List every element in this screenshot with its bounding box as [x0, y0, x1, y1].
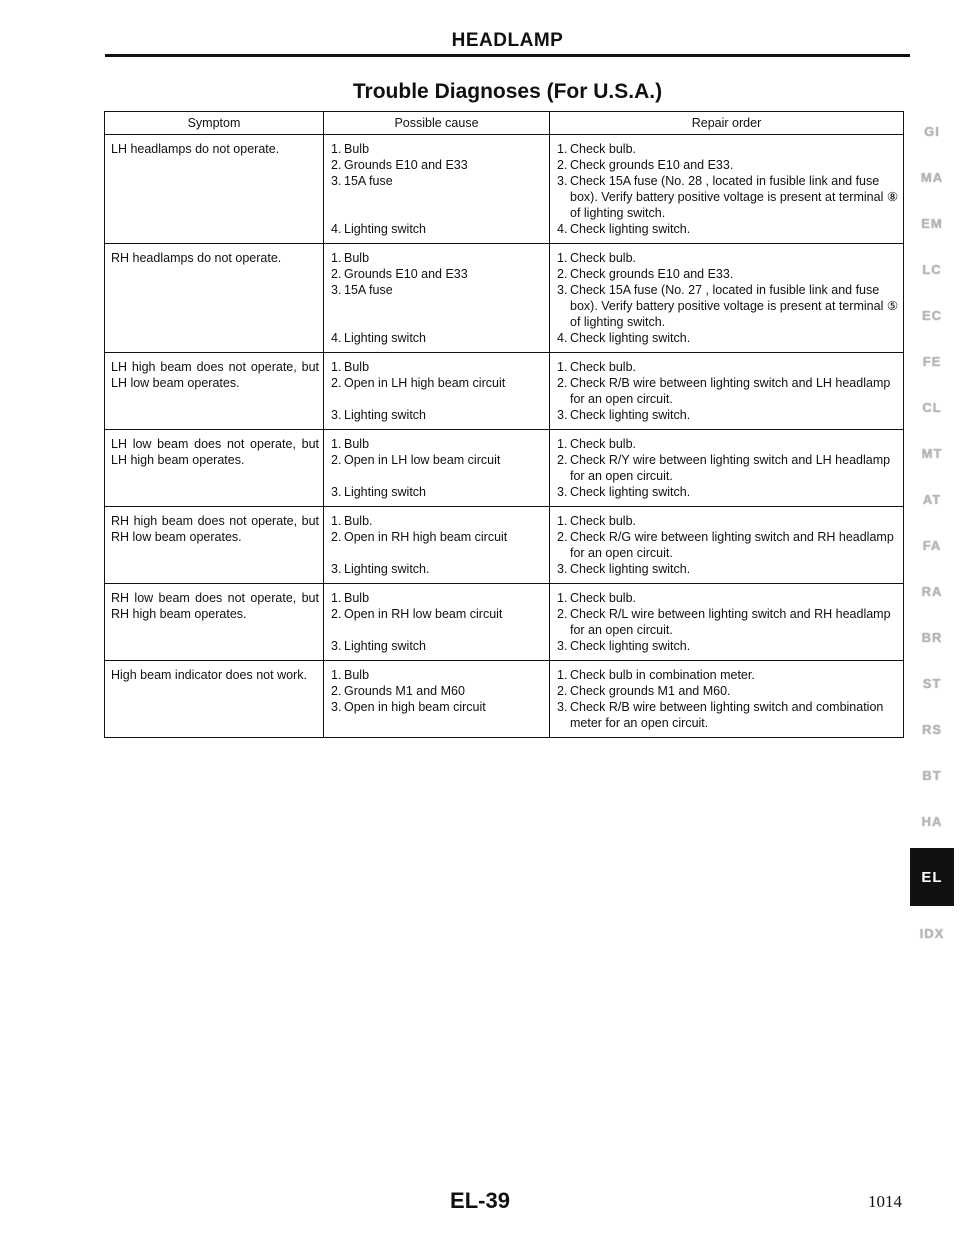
item-number: 3.	[557, 562, 568, 576]
list-item	[557, 513, 899, 529]
section-title: Trouble Diagnoses (For U.S.A.)	[352, 80, 663, 103]
item-text: Bulb.	[344, 514, 373, 528]
list-item	[557, 141, 899, 157]
list-item	[557, 407, 899, 423]
item-number: 3.	[331, 485, 342, 499]
list-item	[557, 250, 899, 266]
item-number: 2.	[331, 684, 342, 698]
list-item	[557, 683, 899, 699]
item-number: 2.	[331, 607, 342, 621]
item-number: 3.	[557, 639, 568, 653]
item-number: 3.	[557, 283, 568, 297]
list-item	[557, 590, 899, 606]
item-text: Lighting switch	[344, 222, 426, 236]
item-number: 4.	[331, 222, 342, 236]
page-number: EL-39	[450, 1188, 510, 1213]
item-text: Lighting switch	[344, 485, 426, 499]
item-number: 3.	[557, 485, 568, 499]
list-item	[557, 699, 899, 731]
item-number: 1.	[331, 437, 342, 451]
list-item	[557, 667, 899, 683]
section-tab-rs[interactable]: RS	[921, 721, 943, 737]
item-number: 3.	[557, 174, 568, 188]
item-number: 1.	[557, 142, 568, 156]
item-number: 2.	[557, 376, 568, 390]
item-number: 3.	[331, 408, 342, 422]
possible-cause-cell	[324, 430, 550, 507]
item-text: Bulb	[344, 591, 370, 605]
item-number: 1.	[557, 360, 568, 374]
possible-cause-cell	[324, 507, 550, 584]
item-text: Check lighting switch.	[570, 485, 691, 499]
list-item	[331, 561, 545, 577]
item-text: Open in LH low beam circuit	[344, 453, 501, 467]
list-item	[331, 699, 545, 715]
item-number: 2.	[557, 530, 568, 544]
table-body	[105, 135, 903, 738]
diagnosis-table	[104, 111, 904, 738]
item-number: 3.	[331, 639, 342, 653]
list-item	[557, 484, 899, 500]
item-text: Check R/G wire between lighting switch and RH headlamp for an open circuit.	[570, 530, 894, 560]
item-text: Check bulb.	[570, 514, 637, 528]
table-row	[105, 661, 903, 738]
row-spacer	[331, 391, 545, 407]
list-item	[557, 282, 899, 330]
list-item	[331, 173, 545, 189]
item-text: Bulb	[344, 668, 370, 682]
list-item	[557, 436, 899, 452]
list-item	[557, 330, 899, 346]
repair-order-cell	[550, 661, 904, 738]
list-item	[331, 683, 545, 699]
item-number: 1.	[331, 668, 342, 682]
item-number: 2.	[331, 376, 342, 390]
symptom-cell: LH high beam does not operate, but LH low beam operates.	[105, 353, 324, 430]
table-row	[105, 584, 903, 661]
table-row	[105, 430, 903, 507]
repair-order-cell	[550, 430, 904, 507]
item-text: Bulb	[344, 437, 370, 451]
list-item	[331, 638, 545, 654]
item-text: Check bulb in combination meter.	[570, 668, 755, 682]
list-item	[331, 452, 545, 468]
section-tab-gi[interactable]: GI	[924, 123, 940, 139]
list-item	[331, 157, 545, 173]
column-header-symptom: Symptom	[105, 112, 324, 135]
item-text: Bulb	[344, 142, 370, 156]
symptom-cell: LH headlamps do not operate.	[111, 142, 280, 156]
item-number: 2.	[557, 453, 568, 467]
list-item	[557, 529, 899, 561]
item-text: Check R/Y wire between lighting switch and LH headlamp for an open circuit.	[570, 453, 891, 483]
symptom-cell: RH headlamps do not operate.	[105, 244, 324, 353]
item-text: Check bulb.	[570, 591, 637, 605]
list-item	[331, 359, 545, 375]
section-tab-cl[interactable]: CL	[922, 399, 942, 415]
row-spacer	[331, 468, 545, 484]
item-text: Check lighting switch.	[570, 408, 691, 422]
item-number: 1.	[331, 142, 342, 156]
section-tab-at[interactable]: AT	[922, 491, 942, 507]
repair-order-cell	[550, 353, 904, 430]
row-spacer	[331, 622, 545, 638]
repair-order-cell	[550, 135, 904, 244]
list-item	[331, 436, 545, 452]
item-text: Check lighting switch.	[570, 639, 691, 653]
section-tab-fe[interactable]: FE	[922, 353, 942, 369]
section-tab-ec[interactable]: EC	[921, 307, 943, 323]
item-number: 2.	[331, 530, 342, 544]
list-item	[331, 330, 545, 346]
item-text: 15A fuse	[344, 174, 393, 188]
item-number: 2.	[331, 267, 342, 281]
item-number: 1.	[331, 360, 342, 374]
list-item	[331, 513, 545, 529]
item-number: 1.	[557, 437, 568, 451]
item-text: Lighting switch	[344, 408, 426, 422]
item-text: Lighting switch	[344, 639, 426, 653]
item-number: 2.	[557, 158, 568, 172]
section-tab-fa[interactable]: FA	[922, 537, 942, 553]
list-item	[331, 266, 545, 282]
header-rule	[105, 54, 910, 57]
item-text: Check R/B wire between lighting switch and LH headlamp for an open circuit.	[570, 376, 891, 406]
column-header-repair-order: Repair order	[550, 112, 904, 135]
possible-cause-cell	[324, 584, 550, 661]
repair-order-cell	[550, 244, 904, 353]
item-number: 4.	[557, 222, 568, 236]
row-spacer	[331, 298, 545, 314]
row-spacer	[331, 189, 545, 205]
section-tab-mt[interactable]: MT	[921, 445, 943, 461]
item-number: 1.	[557, 591, 568, 605]
row-spacer	[331, 205, 545, 221]
list-item	[557, 266, 899, 282]
section-tab-em[interactable]: EM	[921, 215, 943, 231]
list-item	[331, 529, 545, 545]
item-text: Check 15A fuse (No. 28 , located in fusible link and fuse box). Verify battery positive voltage is present at terminal ⑧ of lighting switch.	[570, 174, 899, 220]
list-item	[557, 221, 899, 237]
item-number: 3.	[557, 408, 568, 422]
section-tab-lc[interactable]: LC	[922, 261, 942, 277]
item-number: 2.	[331, 453, 342, 467]
item-text: Check bulb.	[570, 437, 637, 451]
item-text: Check grounds M1 and M60.	[570, 684, 731, 698]
row-spacer	[331, 545, 545, 561]
item-text: Check grounds E10 and E33.	[570, 267, 734, 281]
list-item	[557, 375, 899, 407]
item-text: Open in LH high beam circuit	[344, 376, 506, 390]
table-row	[105, 353, 903, 430]
repair-order-cell	[550, 507, 904, 584]
table-row	[105, 507, 903, 584]
item-text: Check bulb.	[570, 251, 637, 265]
item-text: Grounds E10 and E33	[344, 158, 468, 172]
item-number: 2.	[331, 158, 342, 172]
table-header-row	[105, 112, 903, 135]
item-number: 1.	[557, 668, 568, 682]
section-tab-strip	[912, 108, 952, 956]
item-text: Check R/L wire between lighting switch and RH headlamp for an open circuit.	[570, 607, 891, 637]
list-item	[331, 667, 545, 683]
list-item	[557, 452, 899, 484]
list-item	[557, 561, 899, 577]
item-text: Check lighting switch.	[570, 331, 691, 345]
item-text: Open in RH high beam circuit	[344, 530, 508, 544]
item-number: 3.	[331, 283, 342, 297]
symptom-cell: RH low beam does not operate, but RH high beam operates.	[105, 584, 324, 661]
list-item	[331, 282, 545, 298]
list-item	[331, 407, 545, 423]
repair-order-cell	[550, 584, 904, 661]
list-item	[557, 638, 899, 654]
symptom-cell: High beam indicator does not work.	[105, 661, 324, 738]
list-item	[557, 157, 899, 173]
item-number: 3.	[331, 174, 342, 188]
possible-cause-cell	[324, 244, 550, 353]
item-number: 4.	[557, 331, 568, 345]
possible-cause-cell	[324, 353, 550, 430]
item-number: 2.	[557, 607, 568, 621]
item-number: 1.	[331, 251, 342, 265]
item-number: 1.	[331, 591, 342, 605]
section-tab-bt[interactable]: BT	[922, 767, 942, 783]
list-item	[331, 221, 545, 237]
table-row	[105, 135, 903, 244]
list-item	[331, 250, 545, 266]
item-text: Check 15A fuse (No. 27 , located in fusible link and fuse box). Verify battery positive voltage is present at terminal ⑤ of lighting switch.	[570, 283, 899, 329]
item-number: 1.	[557, 251, 568, 265]
item-text: Check bulb.	[570, 360, 637, 374]
item-number: 3.	[557, 700, 568, 714]
list-item	[557, 173, 899, 221]
symptom-cell: LH low beam does not operate, but LH high beam operates.	[105, 430, 324, 507]
item-text: Check lighting switch.	[570, 562, 691, 576]
item-number: 2.	[557, 267, 568, 281]
list-item	[557, 359, 899, 375]
section-tab-br[interactable]: BR	[921, 629, 943, 645]
list-item	[331, 375, 545, 391]
item-number: 4.	[331, 331, 342, 345]
section-tab-ha[interactable]: HA	[921, 813, 943, 829]
item-text: 15A fuse	[344, 283, 393, 297]
item-text: Lighting switch.	[344, 562, 430, 576]
item-text: Check R/B wire between lighting switch and combination meter for an open circuit.	[570, 700, 884, 730]
page-title: HEADLAMP	[451, 30, 564, 51]
list-item	[331, 484, 545, 500]
item-text: Lighting switch	[344, 331, 426, 345]
item-text: Bulb	[344, 360, 370, 374]
section-tab-ma[interactable]: MA	[920, 169, 944, 185]
list-item	[331, 590, 545, 606]
possible-cause-cell	[324, 661, 550, 738]
row-spacer	[331, 314, 545, 330]
section-tab-ra[interactable]: RA	[921, 583, 943, 599]
item-text: Grounds M1 and M60	[344, 684, 465, 698]
item-text: Check bulb.	[570, 142, 637, 156]
column-header-possible-cause: Possible cause	[324, 112, 550, 135]
item-number: 3.	[331, 700, 342, 714]
section-tab-el[interactable]: EL	[910, 848, 954, 906]
symptom-cell: RH high beam does not operate, but RH low beam operates.	[105, 507, 324, 584]
item-number: 2.	[557, 684, 568, 698]
item-text: Check lighting switch.	[570, 222, 691, 236]
item-text: Open in RH low beam circuit	[344, 607, 503, 621]
list-item	[557, 606, 899, 638]
item-text: Check grounds E10 and E33.	[570, 158, 734, 172]
page-index: 1014	[868, 1192, 902, 1211]
list-item	[331, 606, 545, 622]
item-text: Grounds E10 and E33	[344, 267, 468, 281]
possible-cause-cell	[324, 135, 550, 244]
list-item	[331, 141, 545, 157]
table-row	[105, 244, 903, 353]
item-number: 1.	[557, 514, 568, 528]
section-tab-idx[interactable]: IDX	[919, 925, 945, 941]
item-number: 1.	[331, 514, 342, 528]
item-number: 3.	[331, 562, 342, 576]
item-text: Open in high beam circuit	[344, 700, 486, 714]
section-tab-st[interactable]: ST	[922, 675, 942, 691]
item-text: Bulb	[344, 251, 370, 265]
